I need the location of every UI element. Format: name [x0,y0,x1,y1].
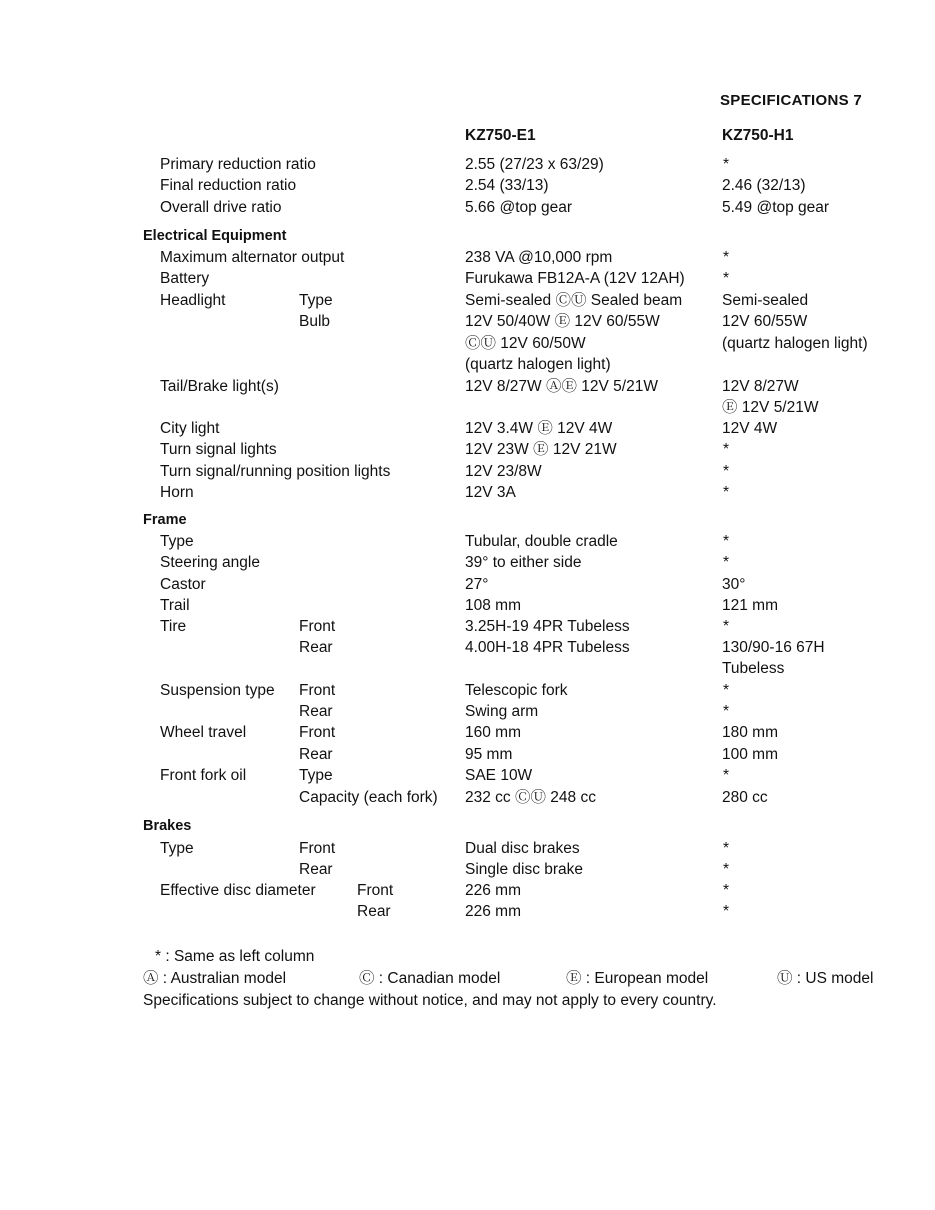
spec-row [0,376,935,397]
spec-label: Turn signal/running position lights [160,463,391,480]
value-kz750-h1: 12V 60/55W [722,313,808,330]
value-kz750-h1: Semi-sealed [722,292,809,309]
spec-sublabel: Front [299,618,336,635]
spec-row [0,175,935,196]
spec-label: Headlight [160,292,226,309]
spec-row [0,787,935,808]
legend-european: Ⓔ : European model [566,970,709,987]
value-kz750-e1: 12V 23/8W [465,463,542,480]
value-kz750-e1: 5.66 @top gear [465,199,573,216]
value-kz750-h1: * [723,861,730,878]
spec-row [0,311,935,332]
page-header: SPECIFICATIONS 7 [720,92,863,109]
spec-row [0,816,935,837]
section-heading: Frame [143,512,187,528]
value-kz750-h1: (quartz halogen light) [722,335,868,352]
value-kz750-h1: * [723,156,730,173]
spec-row [0,197,935,218]
value-kz750-e1: 12V 3A [465,484,516,501]
value-kz750-h1: * [723,249,730,266]
value-kz750-e1: Dual disc brakes [465,840,580,857]
value-kz750-h1: 5.49 @top gear [722,199,830,216]
value-kz750-e1: 226 mm [465,882,521,899]
value-kz750-e1: 95 mm [465,746,513,763]
legend-australian: Ⓐ : Australian model [143,970,287,987]
section-heading: Brakes [143,818,192,834]
spec-label: Front fork oil [160,767,247,784]
value-kz750-h1: 180 mm [722,724,778,741]
spec-row [0,397,935,418]
value-kz750-e1: 108 mm [465,597,521,614]
spec-label: Maximum alternator output [160,249,345,266]
spec-row [0,552,935,573]
spec-label: Type [160,533,194,550]
spec-sublabel: Rear [299,639,333,656]
legend-canadian: Ⓒ : Canadian model [359,970,501,987]
spec-row [0,616,935,637]
spec-label: Effective disc diameter [160,882,316,899]
value-kz750-e1: Single disc brake [465,861,584,878]
spec-label: Tire [160,618,187,635]
value-kz750-h1: 121 mm [722,597,778,614]
spec-row [0,418,935,439]
value-kz750-e1: 232 cc ⒸⓊ 248 cc [465,789,596,806]
spec-row [0,744,935,765]
spec-label: Steering angle [160,554,260,571]
spec-label: Overall drive ratio [160,199,282,216]
value-kz750-h1: * [723,882,730,899]
value-kz750-e1: 160 mm [465,724,521,741]
value-kz750-e1: 238 VA @10,000 rpm [465,249,613,266]
spec-sublabel: Type [299,292,333,309]
value-kz750-e1: 226 mm [465,903,521,920]
spec-sublabel: Front [299,682,336,699]
value-kz750-h1: 280 cc [722,789,768,806]
value-kz750-e1: 12V 8/27W ⒶⒺ 12V 5/21W [465,378,658,395]
value-kz750-h1: 30° [722,576,746,593]
value-kz750-h1: * [723,533,730,550]
spec-label: Type [160,840,194,857]
spec-row [0,859,935,880]
spec-subsublabel: Front [357,882,394,899]
value-kz750-h1: * [723,441,730,458]
value-kz750-e1: 12V 3.4W Ⓔ 12V 4W [465,420,613,437]
value-kz750-e1: Tubular, double cradle [465,533,618,550]
value-kz750-e1: 2.55 (27/23 x 63/29) [465,156,604,173]
spec-row [0,880,935,901]
spec-label: Castor [160,576,206,593]
spec-row [0,637,935,658]
spec-row [0,461,935,482]
value-kz750-e1: Furukawa FB12A-A (12V 12AH) [465,270,685,287]
value-kz750-e1: ⒸⓊ 12V 60/50W [465,335,586,352]
legend-same-as-left: * : Same as left column [155,948,315,965]
spec-row [0,333,935,354]
value-kz750-h1: 2.46 (32/13) [722,177,806,194]
value-kz750-h1: Tubeless [722,660,785,677]
spec-row [0,268,935,289]
column-header-e1: KZ750-E1 [465,127,536,144]
spec-row [0,290,935,311]
spec-label: Final reduction ratio [160,177,297,194]
column-header-h1: KZ750-H1 [722,127,794,144]
value-kz750-h1: * [723,767,730,784]
spec-label: Turn signal lights [160,441,277,458]
spec-label: Battery [160,270,210,287]
spec-sublabel: Rear [299,703,333,720]
value-kz750-e1: Swing arm [465,703,539,720]
spec-label: Wheel travel [160,724,247,741]
spec-label: Horn [160,484,194,501]
spec-row [0,901,935,922]
value-kz750-e1: 27° [465,576,489,593]
spec-row [0,354,935,375]
spec-sublabel: Type [299,767,333,784]
value-kz750-e1: SAE 10W [465,767,533,784]
disclaimer-note: Specifications subject to change without notice, and may not apply to every country. [143,992,717,1009]
value-kz750-h1: * [723,618,730,635]
spec-sublabel: Capacity (each fork) [299,789,438,806]
value-kz750-e1: Semi-sealed ⒸⓊ Sealed beam [465,292,683,309]
value-kz750-h1: Ⓔ 12V 5/21W [722,399,819,416]
value-kz750-h1: * [723,682,730,699]
spec-row [0,765,935,786]
spec-row [0,701,935,722]
legend-us: Ⓤ : US model [777,970,874,987]
value-kz750-h1: 12V 8/27W [722,378,799,395]
value-kz750-h1: * [723,903,730,920]
spec-sublabel: Rear [299,861,333,878]
value-kz750-h1: * [723,484,730,501]
spec-row [0,595,935,616]
value-kz750-e1: 4.00H-18 4PR Tubeless [465,639,630,656]
spec-subsublabel: Rear [357,903,391,920]
value-kz750-e1: 2.54 (33/13) [465,177,549,194]
value-kz750-h1: * [723,554,730,571]
section-heading: Electrical Equipment [143,228,287,244]
value-kz750-h1: 100 mm [722,746,778,763]
spec-row [0,722,935,743]
value-kz750-e1: 12V 50/40W Ⓔ 12V 60/55W [465,313,660,330]
value-kz750-h1: 12V 4W [722,420,778,437]
spec-row [0,247,935,268]
spec-row [0,531,935,552]
value-kz750-e1: 3.25H-19 4PR Tubeless [465,618,630,635]
value-kz750-e1: 12V 23W Ⓔ 12V 21W [465,441,617,458]
value-kz750-e1: Telescopic fork [465,682,568,699]
spec-sublabel: Front [299,840,336,857]
spec-row [0,154,935,175]
spec-row [0,680,935,701]
spec-row [0,838,935,859]
spec-sublabel: Bulb [299,313,331,330]
spec-label: City light [160,420,220,437]
spec-sublabel: Front [299,724,336,741]
value-kz750-e1: (quartz halogen light) [465,356,611,373]
value-kz750-h1: 130/90-16 67H [722,639,825,656]
spec-row [0,439,935,460]
spec-label: Suspension type [160,682,275,699]
spec-row [0,482,935,503]
value-kz750-h1: * [723,270,730,287]
spec-sublabel: Rear [299,746,333,763]
spec-row [0,574,935,595]
spec-label: Trail [160,597,190,614]
value-kz750-h1: * [723,840,730,857]
spec-label: Primary reduction ratio [160,156,316,173]
spec-row [0,226,935,247]
value-kz750-e1: 39° to either side [465,554,582,571]
spec-row [0,658,935,679]
value-kz750-h1: * [723,463,730,480]
spec-row [0,510,935,531]
spec-label: Tail/Brake light(s) [160,378,279,395]
value-kz750-h1: * [723,703,730,720]
